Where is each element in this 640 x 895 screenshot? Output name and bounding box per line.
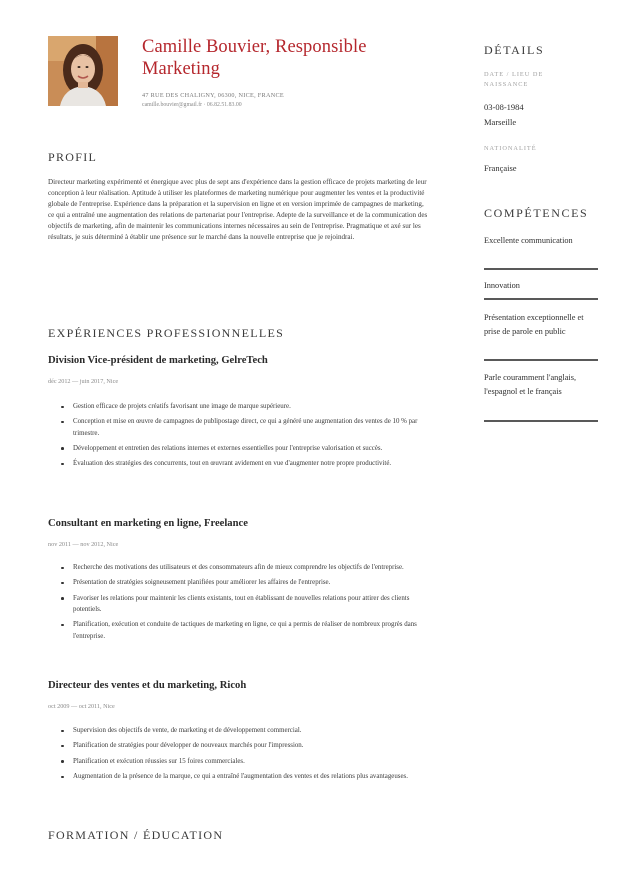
birth-place: Marseille (484, 117, 517, 127)
job-date: nov 2011 — nov 2012, Nice (48, 541, 119, 548)
skill-item: Innovation (484, 281, 520, 290)
list-item: Augmentation de la présence de la marque, ce qui a entraîné l'augmentation des ventes et des relations plus avantageuses. (60, 771, 428, 782)
list-item: Favoriser les relations pour maintenir les clients existants, tout en établissant de nouvelles relations pour attirer des clients potentiels. (60, 593, 428, 615)
contact-info: camille.bouvier@gmail.fr · 06.82.51.83.00 (142, 102, 242, 108)
job-bullets (60, 725, 428, 787)
experience-heading: EXPÉRIENCES PROFESSIONNELLES (48, 326, 285, 340)
job-date: oct 2009 — oct 2011, Nice (48, 703, 115, 710)
details-heading: DÉTAILS (484, 43, 545, 57)
job-bullets (60, 401, 428, 474)
list-item: Planification, exécution et conduite de tactiques de marketing en ligne, ce qui a permis de réaliser de nombreux progrès dans l'entreprise. (60, 619, 428, 641)
skill-item: Parle couramment l'anglais, l'espagnol et le français (484, 373, 577, 396)
list-item: Développement et entretien des relations internes et externes essentielles pour l'entreprise valorisation et succès. (60, 443, 428, 454)
skill-level-bar (484, 268, 598, 270)
nationality-label: NATIONALITÉ (484, 145, 537, 152)
birth-date: 03-08-1984 (484, 102, 524, 112)
job-title: Directeur des ventes et du marketing, Ricoh (48, 680, 247, 691)
list-item: Supervision des objectifs de vente, de marketing et de développement commercial. (60, 725, 428, 736)
list-item: Planification et exécution réussies sur 15 foires commerciales. (60, 756, 428, 767)
skills-heading: COMPÉTENCES (484, 206, 589, 220)
profile-text: Directeur marketing expérimenté et énergique avec plus de sept ans d'expérience dans la gestion efficace de projets marketing de leur conception à leur réalisation. Aptitude à utiliser les plateformes de marketing numérique pour augmenter les ventes et la productivité globale de l'entreprise. Expérience dans la préparation et la supervision en ligne et en version imprimée de campagnes de marketing, ce qui a entraîné une augmentation des relations de partenariat pour l'entreprise. Adepte de la surveillance et de la communication des objectifs de marketing, afin de maintenir les communications internes nécessaires au sein de l'entreprise. Pragmatique et axé sur les résultats, je suis déterminé à établir une présence sur le marché dans la nouvelle entreprise que je rejoindrai. (48, 178, 428, 242)
skill-item: Excellente communication (484, 236, 573, 245)
job-bullets (60, 562, 428, 646)
list-item: Présentation de stratégies soigneusement planifiées pour améliorer les affaires de l'entreprise. (60, 577, 428, 588)
list-item: Conception et mise en œuvre de campagnes de publipostage direct, ce qui a généré une augmentation des ventes de 10 % par trimestre. (60, 416, 428, 438)
profile-photo (48, 36, 118, 106)
job-date: déc 2012 — juin 2017, Nice (48, 378, 119, 385)
education-heading: FORMATION / ÉDUCATION (48, 828, 224, 842)
address: 47 RUE DES CHALIGNY, 06300, NICE, FRANCE (142, 92, 284, 99)
job-title: Division Vice-président de marketing, GelreTech (48, 355, 268, 366)
list-item: Planification de stratégies pour développer de nouveaux marchés pour l'impression. (60, 740, 428, 751)
skill-level-bar (484, 359, 598, 361)
skill-level-bar (484, 420, 598, 422)
birth-label: DATE / LIEU DE NAISSANCE (484, 71, 544, 88)
list-item: Recherche des motivations des utilisateurs et des consommateurs afin de mieux comprendre les objectifs de l'entreprise. (60, 562, 428, 573)
list-item: Gestion efficace de projets créatifs favorisant une image de marque supérieure. (60, 401, 428, 412)
skill-level-bar (484, 298, 598, 300)
candidate-name: Camille Bouvier, Responsible Marketing (142, 37, 367, 79)
profile-heading: PROFIL (48, 150, 98, 164)
job-title: Consultant en marketing en ligne, Freelance (48, 518, 248, 529)
nationality-value: Française (484, 163, 517, 173)
skill-item: Présentation exceptionnelle et prise de parole en public (484, 313, 584, 336)
list-item: Évaluation des stratégies des concurrents, tout en œuvrant avidement en vue d'augmenter notre propre productivité. (60, 458, 428, 469)
